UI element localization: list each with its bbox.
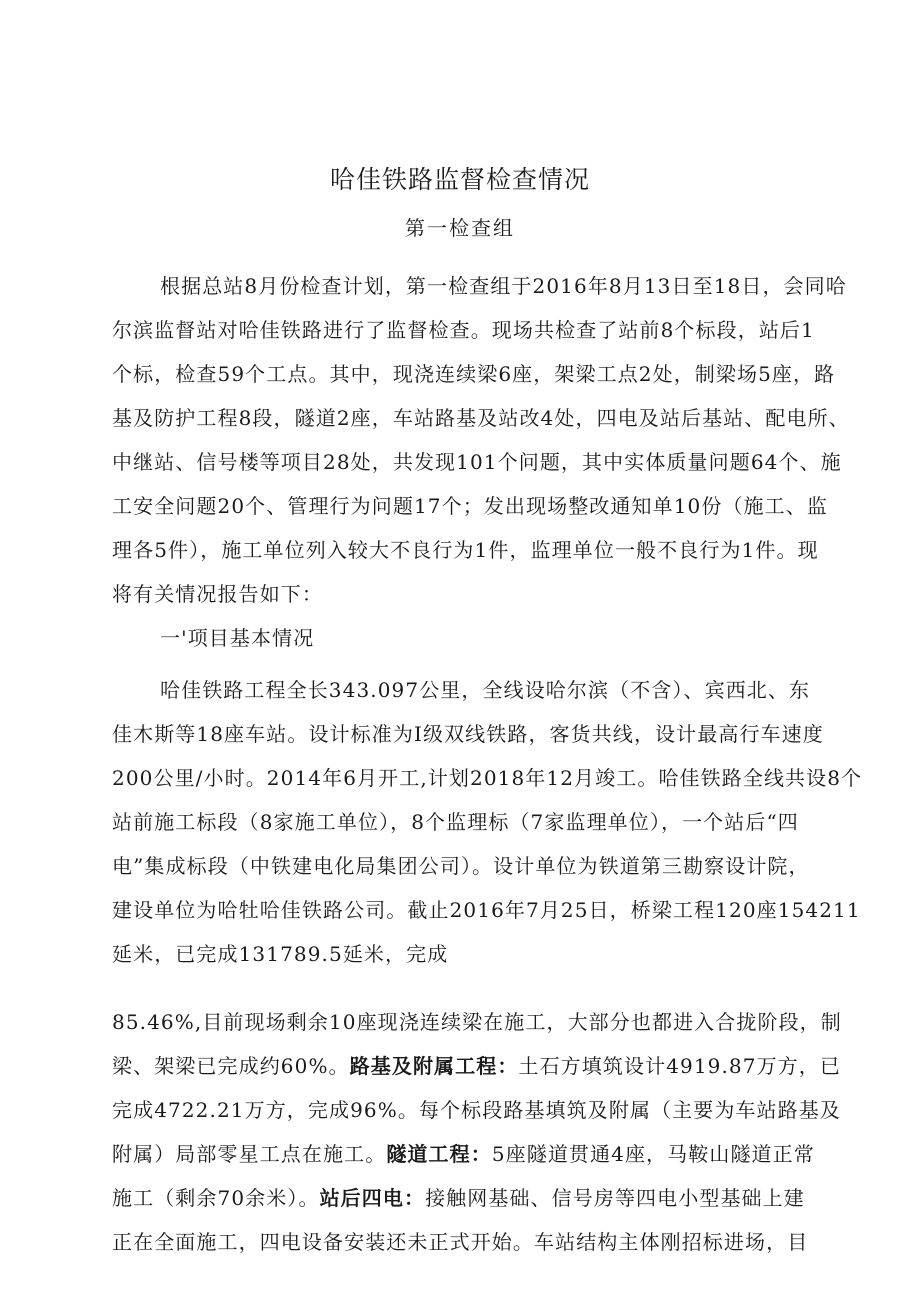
text-line: 电”集成标段（中铁建电化局集团公司）。设计单位为铁道第三勘察设计院， [112,854,810,878]
text-line: 将有关情况报告如下： [112,582,323,606]
text-span: 附属）局部零星工点在施工。 [112,1142,387,1166]
document-title: 哈佳铁路监督检查情况 [329,165,590,194]
text-line: 延米，已完成131789.5延米，完成 [112,942,449,966]
text-line: 哈佳铁路工程全长343.097公里，全线设哈尔滨（不含）、宾西北、东 [160,678,811,702]
text-line: 200公里/小时。2014年6月开工,计划2018年12月竣工。哈佳铁路全线共设8个 [112,766,863,790]
text-span: 施工（剩余70余米）。 [112,1186,320,1210]
bold-label-subgrade: 路基及附属工程： [349,1054,519,1078]
text-line [112,1140,815,1168]
bold-label-four-electric: 站后四电： [319,1186,426,1210]
text-line: 佳木斯等18座车站。设计标准为I级双线铁路，客货共线，设计最高行车速度 [112,722,824,746]
bold-label-tunnel: 隧道工程： [386,1142,492,1166]
text-line: 85.46%,目前现场剩余10座现浇连续梁在施工，大部分也都进入合拢阶段，制 [112,1010,842,1034]
text-span: 5座隧道贯通4座，马鞍山隧道正常 [491,1142,815,1166]
text-line: 根据总站8月份检查计划，第一检查组于2016年8月13日至18日，会同哈 [160,274,847,298]
document-subtitle: 第一检查组 [405,216,515,240]
text-span: 土石方填筑设计4919.87万方，已 [518,1054,841,1078]
text-span: 梁、架梁已完成约60%。 [112,1054,350,1078]
text-line: 理各5件），施工单位列入较大不良行为1件，监理单位一般不良行为1件。现 [112,538,819,562]
text-span: 接触网基础、信号房等四电小型基础上建 [425,1186,805,1210]
text-line [112,1052,841,1080]
text-line: 正在全面施工，四电设备安装还未正式开始。车站结构主体刚招标进场，目 [112,1230,809,1254]
text-line: 建设单位为哈牡哈佳铁路公司。截止2016年7月25日，桥梁工程120座154211 [112,898,861,922]
text-line: 工安全问题20个、管理行为问题17个；发出现场整改通知单10份（施工、监 [112,494,828,518]
text-line: 站前施工标段（8家施工单位），8个监理标（7家监理单位），一个站后“四 [112,810,799,834]
text-line: 个标，检查59个工点。其中，现浇连续梁6座，架梁工点2处，制梁场5座，路 [112,362,836,386]
text-line [112,1184,805,1212]
text-line: 完成4722.21万方，完成96%。每个标段路基填筑及附属（主要为车站路基及 [112,1098,841,1122]
text-line: 基及防护工程8段，隧道2座，车站路基及站改4处，四电及站后基站、配电所、 [112,406,850,430]
section-heading: 一'项目基本情况 [160,626,315,650]
text-line: 尔滨监督站对哈佳铁路进行了监督检查。现场共检查了站前8个标段，站后1 [112,318,815,342]
text-line: 中继站、信号楼等项目28处，共发现101个问题，其中实体质量问题64个、施 [112,450,842,474]
